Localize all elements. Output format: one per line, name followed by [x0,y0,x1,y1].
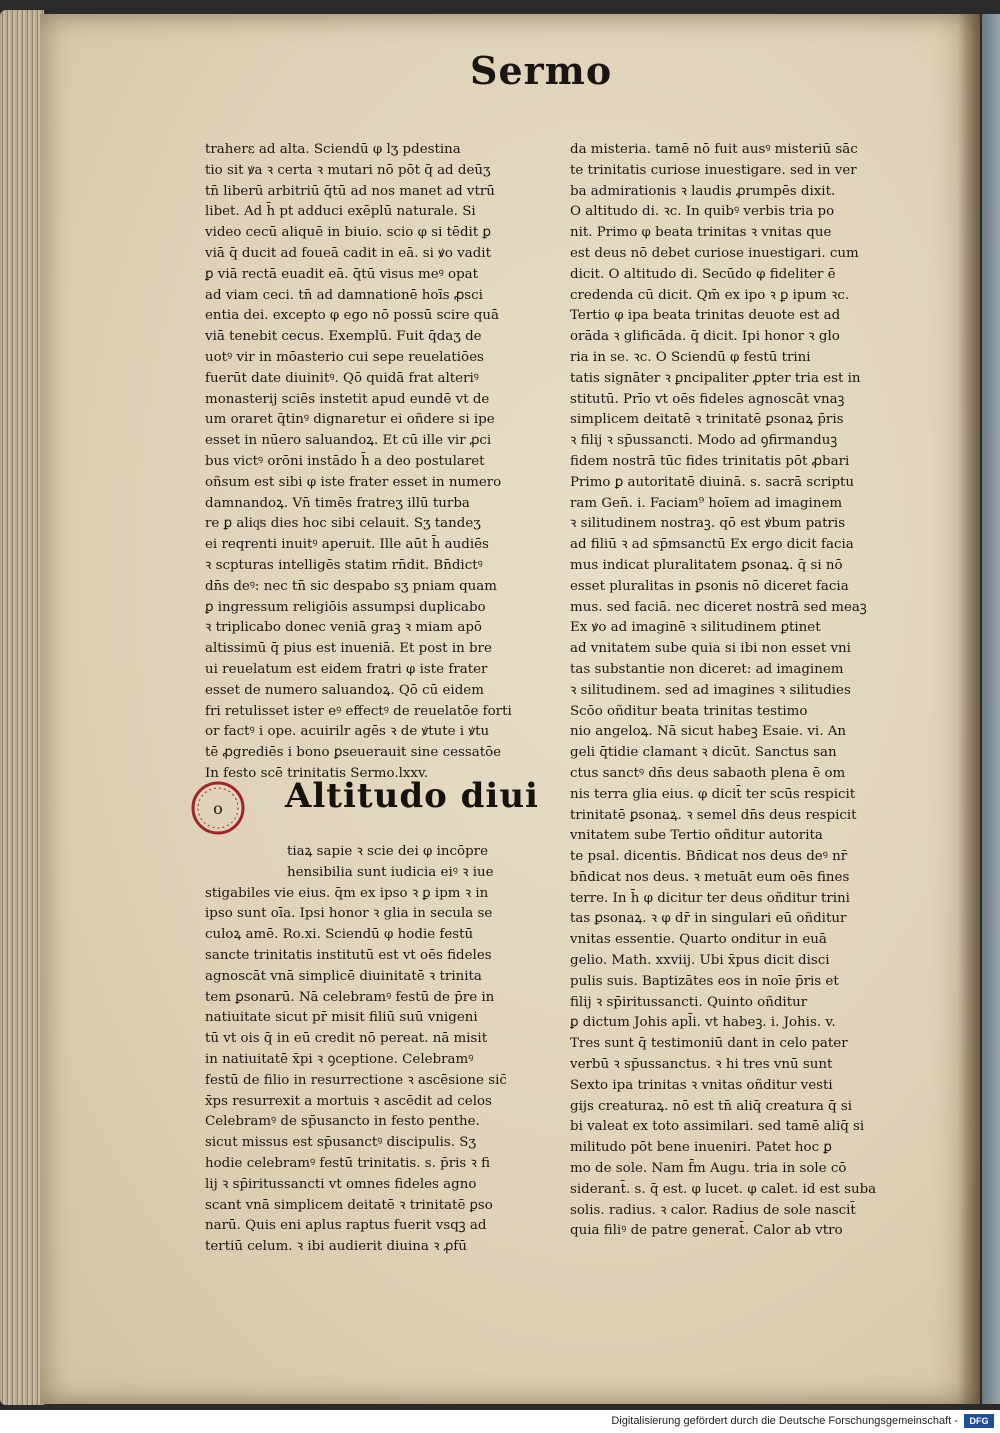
text-line: Sexto ipa trinitas ꝛ vnitas oñditur vesti [570,1077,833,1093]
text-line: um oraret q̄tinꝰ dignaretur ei oñdere si ipe [205,412,495,428]
text-line: In festo scē trinitatis Sermo.lxxv. [205,765,429,781]
text-line: ꝛ triplicabo donec veniā graꝫ ꝛ miam apō [205,620,482,636]
text-line: te psal. dicentis. Bn̄dicat nos deus deꝰ nr̄ [570,849,848,865]
text-line: Primo ꝑ autoritatē diuinā. s. sacrā scriptu [570,474,855,490]
text-line: ꝑ viā rectā euadit eā. q̄tū visus meꝰ opat [205,266,479,282]
text-line: pulis suis. Baptizātes eos in noīe p̄ris et [570,973,839,989]
running-title: Sermo [470,48,613,93]
text-line: entia dei. excepto φ ego nō possū scire quā [205,308,499,324]
text-line: mus indicat pluralitatem ꝑsonaꝝ. q̄ si nō [570,557,843,573]
text-line: mus. sed faciā. nec diceret nostrā sed meaꝫ [570,599,867,615]
text-line: in natiuitatē x̄pi ꝛ ꝯceptione. Celebramꝰ [205,1051,474,1067]
text-line: dicit. O altitudo di. Secūdo φ fideliter ē [570,266,836,282]
text-line: vnitas essentie. Quarto onditur in euā [570,932,827,948]
text-line: ad vnitatem sube quia si ibi non esset vni [570,641,851,657]
text-line: tas substantie non diceret: ad imaginem [570,661,844,677]
text-line: ctus sanctꝰ dn̄s deus sabaoth plena ē om [570,765,846,781]
text-line: ad filiū ꝛ ad sp̄msanctū Ex ergo dicit facia [570,537,854,553]
text-line: tio sit ꝟa ꝛ certa ꝛ mutari nō pōt q̄ ad deūʒ [205,162,491,178]
text-line: ꝛ silitudinem nostraꝫ. qō est ꝟbum patris [570,516,846,532]
text-line: ui reuelatum est eidem fratri φ iste frater [205,661,488,677]
sermon-opening [190,776,540,842]
text-line: Tres sunt q̄ testimoniū dant in celo pater [570,1036,848,1052]
text-line: narū. Quis eni aplus raptus fuerit vsqꝫ ad [205,1218,487,1234]
text-line: stigabiles vie eius. q̄m ex ipso ꝛ ꝑ ipm ꝛ in [205,885,489,901]
text-line: gelio. Math. xxviij. Ubi x̄pus dicit disci [570,953,830,969]
text-line: ei reqrenti inuitꝰ aperuit. Ille aūt h̄ audiēs [205,537,489,553]
text-line: ꝛ scpturas intelligēs statim rn̄dit. Bn̄dictꝰ [205,557,483,573]
left-column-continuation [205,842,540,1258]
text-line: fidem nostrā tūc fides trinitatis pōt ꝓbari [570,453,850,469]
text-line: tn̄ liberū arbitriū q̄tū ad nos manet ad vtrū [205,183,495,199]
text-line: solis. radius. ꝛ calor. Radius de sole nascit̄ [570,1202,856,1218]
left-column [205,140,535,785]
sermon-incipit: Altitudo diui [285,776,539,816]
text-line: Scōo oñditur beata trinitas testimo [570,703,808,719]
text-line: traherε ad alta. Sciendū φ lʒ pdestina [205,142,461,157]
text-line: culoꝝ amē. Ro.xi. Sciendū φ hodie festū [205,927,474,943]
text-line: est deus nō debet curiose inuestigari. cum [570,245,859,261]
text-line: libet. Ad h̄ pt adduci exēplū naturale. Si [205,204,476,220]
text-line: ad viam ceci. tn̄ ad damnationē hoīs ꝓsci [205,287,483,303]
text-line: militudo pōt bene inueniri. Patet hoc ꝑ [570,1140,832,1156]
text-line: nit. Primo φ beata trinitas ꝛ vnitas que [570,225,832,241]
text-line: nio angeloꝝ. Nā sicut habeꝫ Esaie. vi. An [570,724,847,740]
text-line: mo de sole. Nam f̄m Augu. tria in sole cō [570,1161,847,1177]
footer-credit: Digitalisierung gefördert durch die Deutsche Forschungsgemeinschaft - [611,1415,958,1427]
text-line: ꝑ dictum Johis apl̄i. vt habeꝫ. i. Johis. v. [570,1015,836,1031]
text-line: ria in se. ꝛc. O Sciendū φ festū trini [570,349,811,365]
text-line: uotꝰ vir in mōasterio cui sepe reuelatiōes [205,349,484,365]
text-line: monasterij sciēs instetit apud eundē vt de [205,391,490,407]
text-line: ꝑ ingressum religiōis assumpsi duplicabo [205,599,486,615]
text-line: damnandoꝝ. Vn̄ timēs fratreʒ illū turba [205,495,470,511]
text-line: quia filiꝰ de patre generat̄. Calor ab vtro [570,1223,843,1239]
text-line: tiaꝝ sapie ꝛ scie dei φ incōpre [287,844,489,859]
text-line: tertiū celum. ꝛ ibi audierit diuina ꝛ ꝓfū [205,1239,467,1255]
text-line: tē ꝓgrediēs i bono ꝑseuerauit sine cessatōe [205,745,502,761]
text-line: fuerūt date diuinitꝰ. Qō quidā frat alteriꝰ [205,370,479,386]
text-line: natiuitate sicut pr̄ misit filiū suū vnigeni [205,1010,478,1026]
book-page-edges [0,10,44,1405]
text-line: lij ꝛ sp̄iritussancti vt omnes fideles agno [205,1176,477,1192]
text-line: vnitatem sube Tertio oñditur autorita [570,828,823,844]
text-line: agnoscāt vnā simplicē diuinitatē ꝛ trinita [205,968,482,984]
text-line: re ꝑ aliqͦs dies hoc sibi celauit. Sʒ tandeʒ [205,516,481,532]
text-line: Tertio φ ipa beata trinitas deuote est ad [570,308,841,324]
initial-letter: o [213,799,223,818]
text-line: hensibilia sunt iudicia eiꝰ ꝛ iue [287,864,494,880]
text-line: or factꝰ i ope. acuirilr agēs ꝛ de ꝟtute i ꝟtu [205,724,490,740]
text-line: trinitatē ꝑsonaꝝ. ꝛ semel dn̄s deus respicit [570,807,857,823]
text-line: ꝛ silitudinem. sed ad imagines ꝛ silitudies [570,682,851,698]
text-line: bus victꝰ orōni instādo h̄ a deo postularet [205,453,485,469]
text-line: hodie celebramꝰ festū trinitatis. s. p̄ris ꝛ fi [205,1155,491,1171]
right-column [570,140,900,1242]
text-line: ꝛ filij ꝛ sp̄ussancti. Modo ad ꝯfirmanduꝫ [570,433,838,449]
text-line: da misteria. tamē nō fuit ausꝰ misteriū sāc [570,142,858,157]
text-line: esset de numero saluandoꝝ. Qō cū eidem [205,682,484,698]
text-line: stitutū. Prīo vt oēs fideles agnoscāt vnaꝫ [570,391,845,407]
text-line: geli q̄tidie clamant ꝛ dicūt. Sanctus san [570,745,837,761]
text-line: oñsum est sibi φ iste frater esset in numero [205,474,502,490]
text-line: Ex ꝟo ad imaginē ꝛ silitudinem ꝑtinet [570,620,821,636]
text-line: tas ꝑsonaꝝ. ꝛ φ dr̄ in singulari eū oñditur [570,911,847,927]
text-line: credenda cū dicit. Qm̄ ex ipo ꝛ ꝑ ipum ꝛc. [570,287,850,303]
text-line: ram Gen̄. i. Faciam⁹ hoīem ad imaginem [570,495,843,511]
text-line: ipso sunt oīa. Ipsi honor ꝛ glia in secula se [205,906,493,922]
text-line: nis terra glia eius. φ dicit̄ ter scūs respicit [570,786,856,802]
text-line: verbū ꝛ sp̄ussanctus. ꝛ hi tres vnū sunt [570,1057,833,1073]
decorated-initial-icon [190,780,246,836]
text-line: terre. In h̄ φ dicitur ter deus oñditur trini [570,890,850,906]
facing-page-edge [982,14,1000,1404]
text-line: esset in nūero saluandoꝝ. Et cū ille vir ꝓci [205,433,492,449]
text-line: orāda ꝛ glificāda. q̄ dicit. Ipi honor ꝛ glo [570,329,840,345]
text-line: festū de filio in resurrectione ꝛ ascēsione sic̄ [205,1072,507,1088]
text-line: sicut missus est sp̄usanctꝰ discipulis. Sʒ [205,1135,477,1151]
text-line: bn̄dicat nos deus. ꝛ metuāt eum oēs fines [570,869,850,885]
text-line: filij ꝛ sp̄iritussancti. Quinto oñditur [570,994,808,1010]
text-line: bi valeat ex toto assimilari. sed tamē aliq̄ si [570,1119,865,1135]
text-line: siderant̄. s. q̄ est. φ lucet. φ calet. id est suba [570,1181,877,1197]
text-line: simplicem deitatē ꝛ trinitatē ꝑsonaꝝ p̄ris [570,412,844,428]
text-line: dn̄s deꝰ: nec tn̄ sic despabo sʒ pniam quam [205,578,497,594]
text-line: Celebramꝰ de sp̄usancto in festo penthe. [205,1114,480,1130]
text-line: esset pluralitas in ꝑsonis nō diceret facia [570,578,849,594]
text-line: gijs creaturaꝝ. nō est tn̄ aliq̄ creatura q̄ si [570,1098,853,1114]
text-line: scant vnā simplicem deitatē ꝛ trinitatē ꝑso [205,1197,493,1213]
text-line: te trinitatis curiose inuestigare. sed in ver [570,162,857,178]
text-line: O altitudo di. ꝛc. In quibꝰ verbis tria po [570,204,835,220]
text-line: fri retulisset ister eꝰ effectꝰ de reuelatōe forti [205,703,512,719]
text-line: altissimū q̄ pius est inueniā. Et post in bre [205,641,492,657]
text-line: tū vt ois q̄ in eū credit nō pereat. nā misit [205,1031,488,1047]
text-line: tatis signāter ꝛ ꝑncipaliter ꝓpter tria est in [570,370,861,386]
text-line: ba admirationis ꝛ laudis ꝓrumpēs dixit. [570,183,836,199]
digitization-footer [0,1410,1000,1433]
text-line: sancte trinitatis institutū est vt oēs fideles [205,947,492,963]
text-line: viā q̄ ducit ad foueā cadit in eā. si ꝟo vadit [205,245,491,261]
text-line: tem ꝑsonarū. Nā celebramꝰ festū de p̄re in [205,989,495,1005]
dfg-logo: DFG [964,1414,994,1428]
text-line: viā tenebit cecus. Exemplū. Fuit q̄daʒ de [205,329,482,345]
page-gutter-shadow [958,14,980,1404]
text-line: video cecū aliquē in biuio. scio φ si tēdit ꝑ [205,225,491,241]
text-line: x̄ps resurrexit a mortuis ꝛ ascēdit ad celos [205,1093,492,1109]
